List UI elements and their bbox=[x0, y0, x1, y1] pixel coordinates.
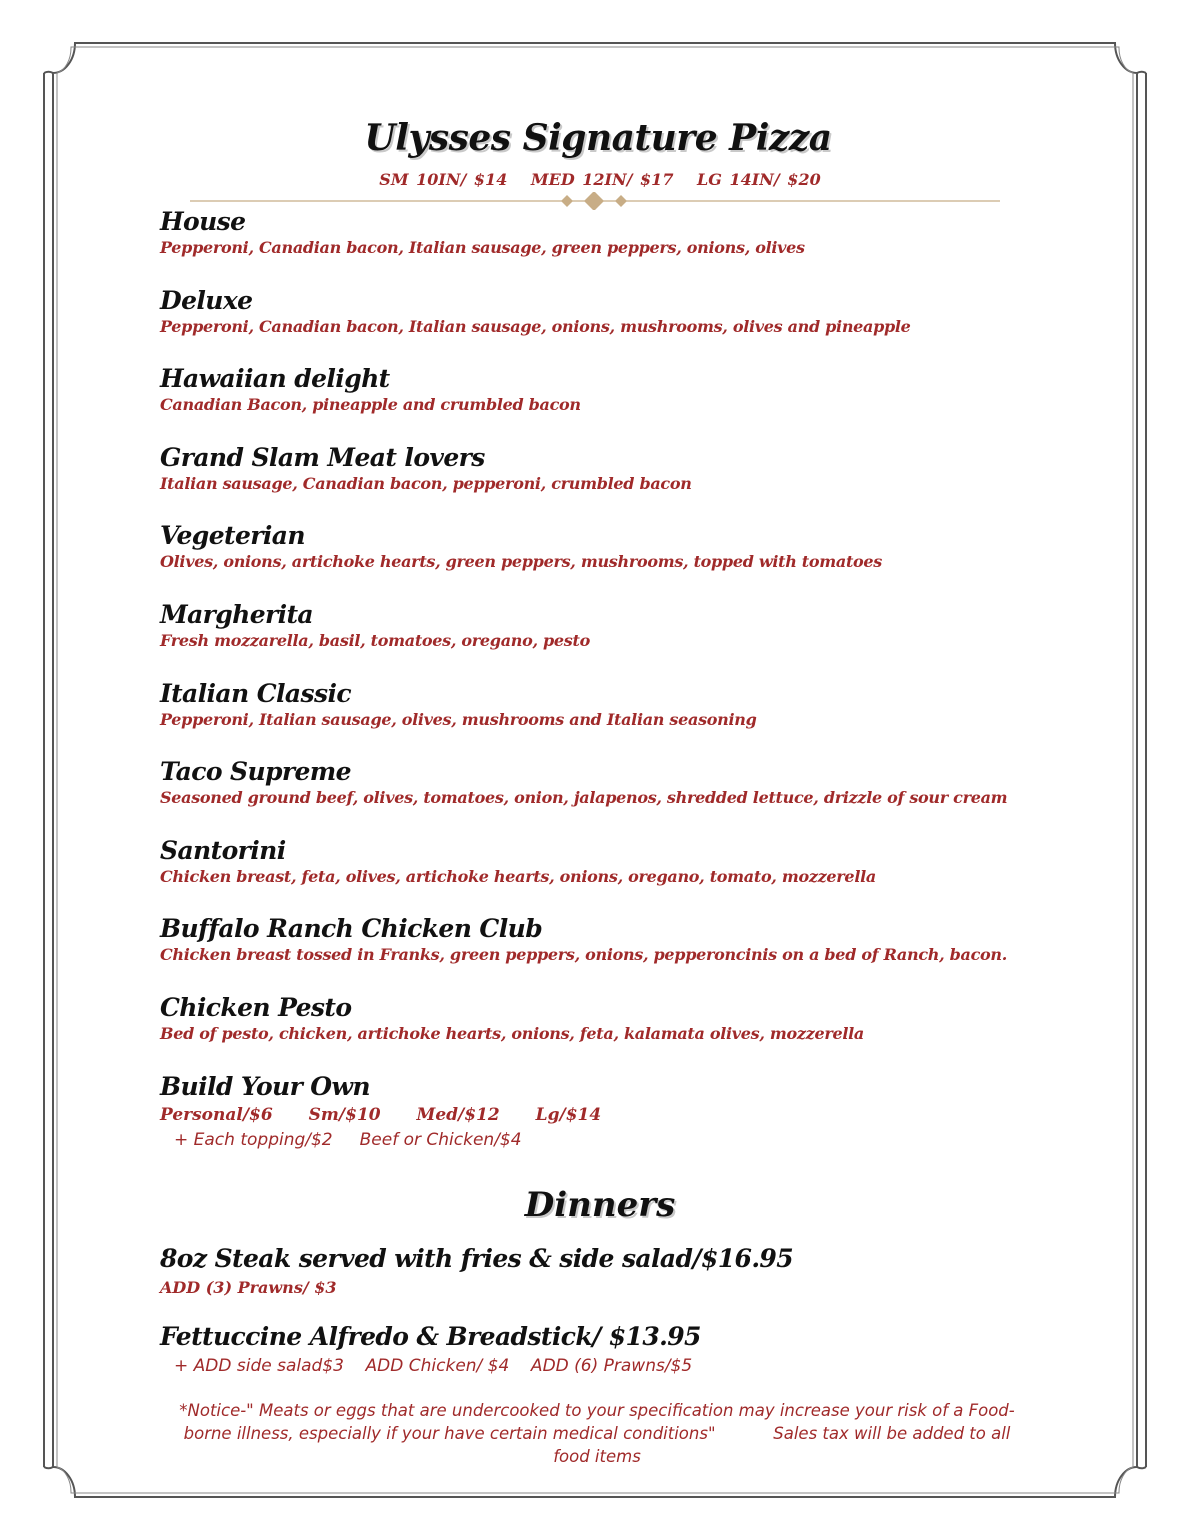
byo-prices bbox=[160, 1103, 1040, 1127]
pizza-description: Pepperoni, Italian sausage, olives, mushrooms and Italian seasoning bbox=[160, 709, 757, 729]
dinner-addon: + ADD side salad$3 ADD Chicken/ $4 ADD (6) Prawns/$5 bbox=[174, 1355, 693, 1376]
size-price-small: SM 10IN/ $14 bbox=[379, 170, 508, 189]
menu-content bbox=[160, 116, 1040, 1468]
dinners-section-title: Dinners bbox=[524, 1184, 676, 1225]
dinner-name: 8oz Steak served with fries & side salad/$16.95 bbox=[160, 1243, 794, 1273]
byo-price-small: Sm/$10 bbox=[308, 1104, 381, 1125]
pizza-name: Margherita bbox=[160, 599, 314, 629]
list-item bbox=[160, 442, 1040, 521]
list-item bbox=[160, 992, 1040, 1071]
pizza-name: Vegeterian bbox=[160, 521, 305, 551]
pizza-description: Olives, onions, artichoke hearts, green peppers, mushrooms, topped with tomatoes bbox=[160, 552, 883, 572]
pizza-description: Bed of pesto, chicken, artichoke hearts, onions, feta, kalamata olives, mozzerella bbox=[160, 1023, 864, 1043]
dinner-addon: ADD (3) Prawns/ $3 bbox=[160, 1277, 337, 1297]
pizza-description: Italian sausage, Canadian bacon, pepperoni, crumbled bacon bbox=[160, 473, 692, 493]
list-item bbox=[160, 285, 1040, 364]
list-item bbox=[160, 678, 1040, 757]
list-item bbox=[160, 835, 1040, 914]
pizza-description: Chicken breast, feta, olives, artichoke hearts, onions, oregano, tomato, mozzerella bbox=[160, 866, 876, 886]
pizza-name: Grand Slam Meat lovers bbox=[160, 442, 485, 472]
pizza-section-title: Ulysses Signature Pizza bbox=[364, 117, 832, 159]
ornament-divider bbox=[190, 192, 1000, 210]
dinner-name: Fettuccine Alfredo & Breadstick/ $13.95 bbox=[160, 1321, 701, 1351]
size-price-medium: MED 12IN/ $17 bbox=[530, 170, 674, 189]
food-safety-notice: *Notice-" Meats or eggs that are undercooked to your specification may increase your risk of a Food-borne illness, especially if your have certain medical conditions" Sales tax will be added to all food items bbox=[179, 1400, 1016, 1466]
pizza-name: Hawaiian delight bbox=[160, 364, 390, 394]
pizza-name: Taco Supreme bbox=[160, 757, 351, 787]
pizza-description: Pepperoni, Canadian bacon, Italian sausage, green peppers, onions, olives bbox=[160, 238, 805, 257]
pizza-description: Seasoned ground beef, olives, tomatoes, onion, jalapenos, shredded lettuce, drizzle of sour cream bbox=[160, 788, 1008, 808]
pizza-name: Santorini bbox=[160, 835, 286, 865]
byo-price-personal: Personal/$6 bbox=[160, 1104, 273, 1125]
pizza-description: Pepperoni, Canadian bacon, Italian sausage, onions, mushrooms, olives and pineapple bbox=[160, 316, 911, 336]
pizza-list bbox=[160, 206, 1040, 1071]
pizza-name: Buffalo Ranch Chicken Club bbox=[160, 914, 543, 944]
list-item bbox=[160, 1321, 1040, 1379]
pizza-description: Chicken breast tossed in Franks, green peppers, onions, pepperoncinis on a bed of Ranch, bacon. bbox=[160, 945, 1008, 965]
pizza-name: House bbox=[160, 207, 246, 236]
list-item bbox=[160, 520, 1040, 599]
pizza-name: Build Your Own bbox=[160, 1071, 370, 1101]
list-item bbox=[160, 1243, 1040, 1301]
list-item bbox=[160, 599, 1040, 678]
list-item bbox=[160, 913, 1040, 992]
pizza-name: Italian Classic bbox=[160, 678, 351, 708]
pizza-description: Canadian Bacon, pineapple and crumbled bacon bbox=[160, 395, 581, 415]
build-your-own bbox=[160, 1071, 1040, 1153]
pizza-name: Chicken Pesto bbox=[160, 992, 352, 1022]
byo-price-medium: Med/$12 bbox=[416, 1104, 500, 1125]
list-item bbox=[160, 756, 1040, 835]
list-item bbox=[160, 363, 1040, 442]
size-price-large: LG 14IN/ $20 bbox=[697, 170, 821, 189]
byo-extras: + Each topping/$2 Beef or Chicken/$4 bbox=[174, 1129, 522, 1150]
pizza-name: Deluxe bbox=[160, 285, 253, 315]
pizza-size-prices bbox=[160, 170, 1040, 190]
list-item bbox=[160, 206, 1040, 285]
pizza-description: Fresh mozzarella, basil, tomatoes, oregano, pesto bbox=[160, 630, 590, 650]
byo-price-large: Lg/$14 bbox=[535, 1104, 602, 1125]
